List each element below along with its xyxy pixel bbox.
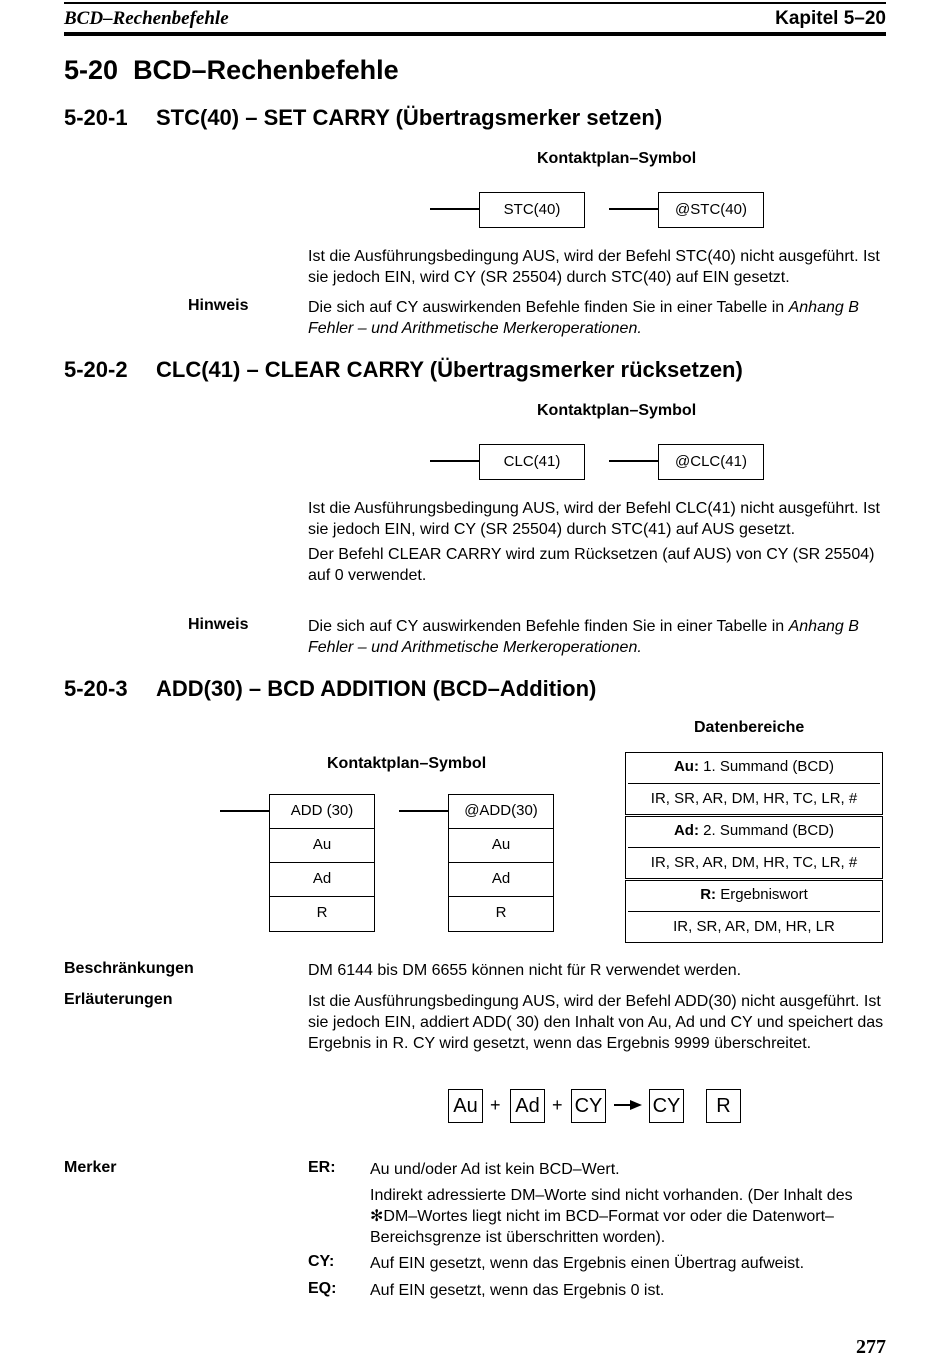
- page-number: 277: [856, 1336, 886, 1358]
- ladder-rung-line: [430, 460, 480, 462]
- stc-instruction-box: STC(40): [479, 192, 585, 228]
- clc-description-text-2: Der Befehl CLEAR CARRY wird zum Rücksetzen (auf AUS) von CY (SR 25504) auf 0 verwendet.: [308, 546, 875, 584]
- formula-ad: Ad: [510, 1089, 545, 1123]
- formula-r-result: R: [706, 1089, 741, 1123]
- formula-cy-result: CY: [649, 1089, 684, 1123]
- data-area-values: IR, SR, AR, DM, HR, TC, LR, #: [650, 854, 858, 871]
- clc-note-reference: Anhang B Fehler – und Arithmetische Merkeroperationen.: [308, 618, 859, 656]
- arrow-right-icon: [612, 1098, 644, 1112]
- flag-er-text-1: Au und/oder Ad ist kein BCD–Wert.: [370, 1161, 620, 1178]
- stc-description: [308, 246, 886, 288]
- data-area-key: Au:: [673, 758, 699, 775]
- add-symbol-title: Kontaktplan–Symbol: [327, 755, 487, 772]
- data-area-ad: [625, 816, 883, 879]
- data-area-header: [628, 817, 880, 848]
- formula-cy: CY: [571, 1089, 606, 1123]
- clc-description: [308, 498, 886, 586]
- section-title: CLC(41) – CLEAR CARRY (Übertragsmerker rücksetzen): [156, 357, 743, 382]
- flag-cy-text: Auf EIN gesetzt, wenn das Ergebnis einen Übertrag aufweist.: [370, 1255, 805, 1272]
- stc-note: [308, 297, 886, 339]
- header-rule-bottom: [64, 32, 886, 36]
- data-area-desc: 1. Summand (BCD): [698, 758, 835, 775]
- section-title: STC(40) – SET CARRY (Übertragsmerker setzen): [156, 105, 663, 130]
- header-rule-top: [64, 2, 886, 4]
- data-area-desc: 2. Summand (BCD): [698, 822, 835, 839]
- limits-label: Beschränkungen: [64, 960, 194, 977]
- clc-symbol-title: Kontaktplan–Symbol: [537, 402, 697, 419]
- stc-symbol-title: Kontaktplan–Symbol: [537, 150, 697, 167]
- section-number: 5-20-3: [64, 676, 128, 701]
- stc-note-text: Die sich auf CY auswirkenden Befehle finden Sie in einer Tabelle in: [308, 299, 789, 316]
- stc-note-reference: Anhang B Fehler – und Arithmetische Merkeroperationen.: [308, 299, 859, 337]
- clc-instruction-box: CLC(41): [479, 444, 585, 480]
- flag-eq-text: Auf EIN gesetzt, wenn das Ergebnis 0 ist.: [370, 1282, 665, 1299]
- section-heading-clc: [64, 357, 743, 383]
- data-area-values: IR, SR, AR, DM, HR, LR: [673, 918, 835, 935]
- data-area-values: IR, SR, AR, DM, HR, TC, LR, #: [650, 790, 858, 807]
- stc-description-text: Ist die Ausführungsbedingung AUS, wird der Befehl STC(40) nicht ausgeführt. Ist sie jedoch EIN, wird CY (SR 25504) durch STC(40) auf EIN gesetzt.: [308, 248, 880, 286]
- ladder-block-operand: Au: [270, 829, 374, 863]
- formula-plus: +: [552, 1095, 563, 1115]
- add-differentiated-ladder-block: [448, 794, 554, 932]
- clc-note-text: Die sich auf CY auswirkenden Befehle finden Sie in einer Tabelle in: [308, 618, 789, 635]
- explanation-label: Erläuterungen: [64, 991, 173, 1008]
- explanation-text: Ist die Ausführungsbedingung AUS, wird der Befehl ADD(30) nicht ausgeführt. Ist sie jedoch EIN, addiert ADD( 30) den Inhalt von Au, Ad und CY und speichert das Ergebnis in R. CY wird gesetzt, wenn das Ergebnis 9999 überschreitet.: [308, 993, 884, 1052]
- formula-plus: +: [490, 1095, 501, 1115]
- ladder-rung-line: [430, 208, 480, 210]
- add-data-areas-title: Datenbereiche: [694, 719, 805, 736]
- data-area-r: [625, 880, 883, 943]
- flags-label: Merker: [64, 1159, 117, 1176]
- section-heading-add: [64, 676, 596, 702]
- flag-er-text-2: Indirekt adressierte DM–Worte sind nicht vorhanden. (Der Inhalt des ✻DM–Wortes liegt nicht im BCD–Format vor oder die Datenwort–Bereichsgrenze ist überschritten worden).: [370, 1187, 853, 1246]
- ladder-block-operand: R: [495, 904, 507, 921]
- flag-eq-key: EQ:: [308, 1280, 337, 1297]
- data-area-key: Ad:: [673, 822, 699, 839]
- ladder-block-operand: Ad: [449, 863, 553, 897]
- data-area-key: R:: [700, 886, 717, 903]
- data-area-header: [628, 881, 880, 912]
- data-area-desc: Ergebniswort: [716, 886, 808, 903]
- ladder-rung-line: [220, 810, 270, 812]
- limits-text: DM 6144 bis DM 6655 können nicht für R verwendet werden.: [308, 962, 742, 979]
- ladder-rung-line: [609, 208, 659, 210]
- section-title: ADD(30) – BCD ADDITION (BCD–Addition): [156, 676, 597, 701]
- stc-differentiated-box: @STC(40): [658, 192, 764, 228]
- data-area-header: [628, 753, 880, 784]
- ladder-rung-line: [609, 460, 659, 462]
- running-header-chapter: Kapitel 5–20: [775, 8, 886, 29]
- clc-note-label: Hinweis: [188, 616, 249, 633]
- chapter-title: [64, 55, 399, 86]
- section-number: 5-20-2: [64, 357, 128, 382]
- add-ladder-block: [269, 794, 375, 932]
- data-area-au: [625, 752, 883, 815]
- ladder-block-operand: R: [316, 904, 328, 921]
- chapter-title-text: BCD–Rechenbefehle: [133, 55, 399, 85]
- stc-note-label: Hinweis: [188, 297, 249, 314]
- ladder-block-operand: Ad: [270, 863, 374, 897]
- formula-au: Au: [448, 1089, 483, 1123]
- running-header-title: BCD–Rechenbefehle: [64, 8, 229, 29]
- clc-note: [308, 616, 886, 658]
- ladder-block-instruction: ADD (30): [270, 795, 374, 829]
- ladder-block-operand: Au: [449, 829, 553, 863]
- section-number: 5-20-1: [64, 105, 128, 130]
- clc-differentiated-box: @CLC(41): [658, 444, 764, 480]
- ladder-block-instruction: @ADD(30): [449, 795, 553, 829]
- section-heading-stc: [64, 105, 662, 131]
- ladder-rung-line: [399, 810, 449, 812]
- clc-description-text: Ist die Ausführungsbedingung AUS, wird der Befehl CLC(41) nicht ausgeführt. Ist sie jedoch EIN, wird CY (SR 25504) durch STC(41) auf AUS gesetzt.: [308, 500, 880, 538]
- flag-er-key: ER:: [308, 1159, 336, 1176]
- chapter-number: 5-20: [64, 55, 119, 85]
- flag-cy-key: CY:: [308, 1253, 335, 1270]
